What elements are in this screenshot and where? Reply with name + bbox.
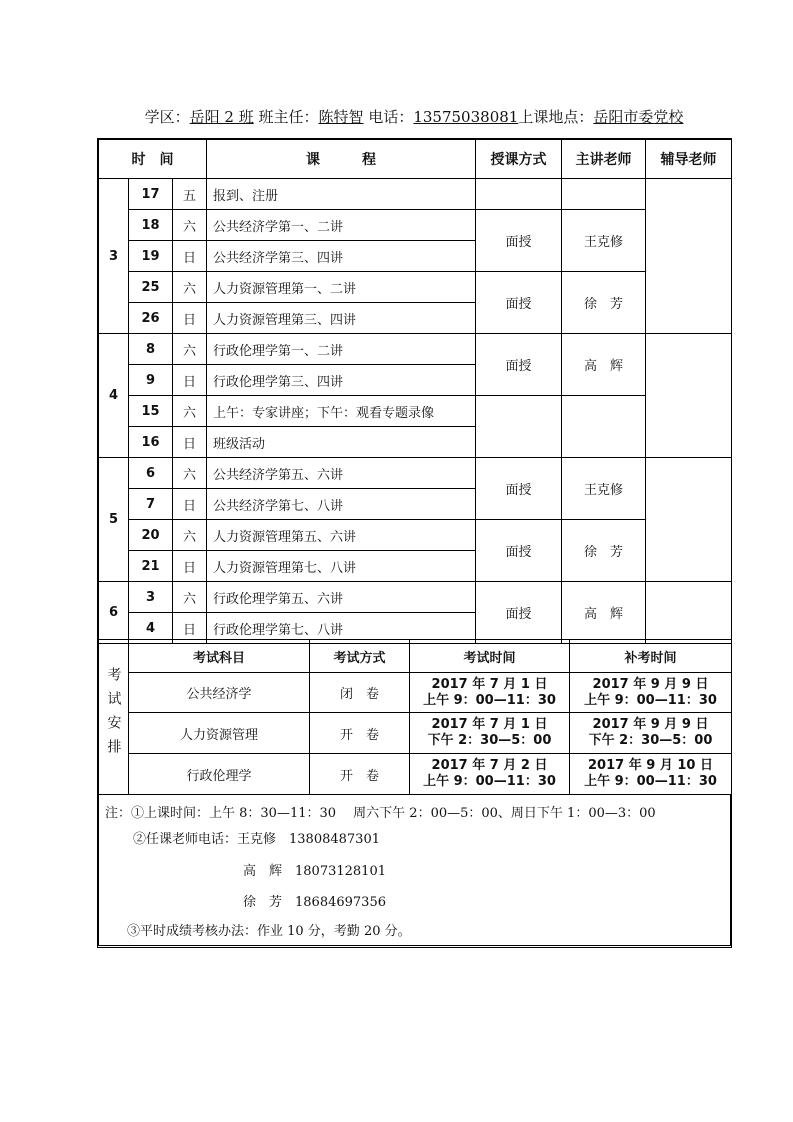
weekday-cell: 六 xyxy=(173,582,207,613)
method-cell: 面授 xyxy=(476,272,562,334)
course-cell: 公共经济学第一、二讲 xyxy=(207,210,476,241)
exam-hours: 下午 2：30—5：00 xyxy=(427,733,552,748)
exam-subject-cell: 人力资源管理 xyxy=(129,713,310,754)
lecturer-cell: 高 辉 xyxy=(562,582,646,644)
lecturer-header: 主讲老师 xyxy=(562,140,646,179)
table-row xyxy=(99,673,732,713)
tutor-cell xyxy=(646,334,732,458)
note-grading: ③平时成绩考核办法：作业 10 分，考勤 20 分。 xyxy=(127,924,411,939)
weekday-cell: 六 xyxy=(173,520,207,551)
day-cell: 25 xyxy=(129,272,173,303)
day-cell: 9 xyxy=(129,365,173,396)
day-cell: 7 xyxy=(129,489,173,520)
notes-section xyxy=(98,794,731,946)
district-label: 学区： xyxy=(144,108,190,126)
month-cell: 4 xyxy=(99,334,129,458)
course-cell: 人力资源管理第七、八讲 xyxy=(207,551,476,582)
exam-subject-header: 考试科目 xyxy=(129,640,310,673)
course-cell: 公共经济学第七、八讲 xyxy=(207,489,476,520)
teacher-label: 班主任： xyxy=(258,108,319,126)
course-cell: 公共经济学第五、六讲 xyxy=(207,458,476,489)
method-header: 授课方式 xyxy=(476,140,562,179)
day-cell: 4 xyxy=(129,613,173,644)
day-cell: 8 xyxy=(129,334,173,365)
exam-date: 2017 年 7 月 1 日 xyxy=(431,717,548,732)
phone-label: 电话： xyxy=(368,108,414,126)
weekday-cell: 六 xyxy=(173,272,207,303)
weekday-cell: 日 xyxy=(173,241,207,272)
month-cell: 3 xyxy=(99,179,129,334)
table-row xyxy=(99,520,732,551)
exam-subject-cell: 行政伦理学 xyxy=(129,754,310,795)
course-header: 课 程 xyxy=(207,140,476,179)
method-cell: 面授 xyxy=(476,334,562,396)
teacher-value: 陈特智 xyxy=(318,108,364,126)
course-cell: 人力资源管理第五、六讲 xyxy=(207,520,476,551)
exam-date: 2017 年 7 月 1 日 xyxy=(431,676,548,692)
lecturer-cell: 徐 芳 xyxy=(562,272,646,334)
lecturer-cell xyxy=(562,396,646,458)
schedule-header-row xyxy=(99,140,732,179)
weekday-cell: 日 xyxy=(173,427,207,458)
note-class-time: 注：①上课时间：上午 8：30—11：30 周六下午 2：00—5：00、周日下午 1：00—3：00 xyxy=(105,806,656,821)
lecturer-cell: 高 辉 xyxy=(562,334,646,396)
location-value: 岳阳市委党校 xyxy=(593,108,684,126)
method-cell: 面授 xyxy=(476,210,562,272)
course-cell: 行政伦理学第五、六讲 xyxy=(207,582,476,613)
exam-hours: 上午 9：00—11：30 xyxy=(423,774,556,789)
exam-date: 2017 年 7 月 2 日 xyxy=(431,758,548,773)
exam-side-label: 考试安排 xyxy=(105,667,122,763)
class-info-header xyxy=(98,106,730,127)
day-cell: 18 xyxy=(129,210,173,241)
exam-time-cell xyxy=(410,713,570,754)
makeup-time-cell xyxy=(570,754,732,795)
day-cell: 6 xyxy=(129,458,173,489)
day-cell: 16 xyxy=(129,427,173,458)
exam-format-cell: 闭 卷 xyxy=(310,673,410,713)
method-cell xyxy=(476,179,562,210)
weekday-cell: 五 xyxy=(173,179,207,210)
location-label: 上课地点： xyxy=(518,108,594,126)
tutor-cell xyxy=(646,582,732,644)
weekday-cell: 日 xyxy=(173,613,207,644)
lecturer-cell: 徐 芳 xyxy=(562,520,646,582)
course-cell: 班级活动 xyxy=(207,427,476,458)
makeup-hours: 上午 9：00—11：30 xyxy=(584,774,717,789)
course-cell: 行政伦理学第三、四讲 xyxy=(207,365,476,396)
makeup-hours: 上午 9：00—11：30 xyxy=(584,692,717,708)
weekday-cell: 日 xyxy=(173,365,207,396)
makeup-date: 2017 年 9 月 9 日 xyxy=(592,717,709,732)
day-cell: 15 xyxy=(129,396,173,427)
exam-subject-cell: 公共经济学 xyxy=(129,673,310,713)
exam-side-label-cell xyxy=(99,640,129,795)
makeup-time-cell xyxy=(570,713,732,754)
weekday-cell: 日 xyxy=(173,551,207,582)
lecturer-cell: 王克修 xyxy=(562,210,646,272)
lecturer-cell xyxy=(562,179,646,210)
day-cell: 3 xyxy=(129,582,173,613)
course-cell: 行政伦理学第七、八讲 xyxy=(207,613,476,644)
table-row xyxy=(99,210,732,241)
weekday-cell: 六 xyxy=(173,458,207,489)
month-cell: 6 xyxy=(99,582,129,644)
makeup-date: 2017 年 9 月 9 日 xyxy=(592,676,709,692)
weekday-cell: 六 xyxy=(173,334,207,365)
table-row xyxy=(99,713,732,754)
weekday-cell: 六 xyxy=(173,396,207,427)
month-cell: 5 xyxy=(99,458,129,582)
table-row xyxy=(99,582,732,613)
method-cell xyxy=(476,396,562,458)
note-teacher-phone-2: 高 辉 18073128101 xyxy=(243,864,386,879)
table-row xyxy=(99,458,732,489)
table-row xyxy=(99,334,732,365)
course-cell: 人力资源管理第一、二讲 xyxy=(207,272,476,303)
course-cell: 公共经济学第三、四讲 xyxy=(207,241,476,272)
weekday-cell: 日 xyxy=(173,489,207,520)
exam-table xyxy=(98,639,732,795)
tutor-cell xyxy=(646,458,732,582)
makeup-time-cell xyxy=(570,673,732,713)
tutor-header: 辅导老师 xyxy=(646,140,732,179)
course-cell: 人力资源管理第三、四讲 xyxy=(207,303,476,334)
exam-format-cell: 开 卷 xyxy=(310,754,410,795)
schedule-table xyxy=(98,139,732,644)
weekday-cell: 日 xyxy=(173,303,207,334)
makeup-date: 2017 年 9 月 10 日 xyxy=(588,758,713,773)
day-cell: 17 xyxy=(129,179,173,210)
table-row xyxy=(99,272,732,303)
table-row xyxy=(99,754,732,795)
lecturer-cell: 王克修 xyxy=(562,458,646,520)
note-teacher-phone: ②任课老师电话：王克修 13808487301 xyxy=(133,832,380,847)
weekday-cell: 六 xyxy=(173,210,207,241)
tutor-cell xyxy=(646,179,732,334)
exam-time-cell xyxy=(410,673,570,713)
day-cell: 20 xyxy=(129,520,173,551)
makeup-hours: 下午 2：30—5：00 xyxy=(588,733,713,748)
exam-time-cell xyxy=(410,754,570,795)
method-cell: 面授 xyxy=(476,582,562,644)
time-header: 时 间 xyxy=(99,140,207,179)
day-cell: 21 xyxy=(129,551,173,582)
exam-format-cell: 开 卷 xyxy=(310,713,410,754)
table-row xyxy=(99,396,732,427)
exam-header-row xyxy=(99,640,732,673)
method-cell: 面授 xyxy=(476,458,562,520)
day-cell: 19 xyxy=(129,241,173,272)
phone-value: 13575038081 xyxy=(413,108,519,126)
exam-makeup-header: 补考时间 xyxy=(570,640,732,673)
district-value: 岳阳 2 班 xyxy=(189,108,254,126)
exam-hours: 上午 9：00—11：30 xyxy=(423,692,556,708)
method-cell: 面授 xyxy=(476,520,562,582)
exam-format-header: 考试方式 xyxy=(310,640,410,673)
course-cell: 报到、注册 xyxy=(207,179,476,210)
exam-time-header: 考试时间 xyxy=(410,640,570,673)
course-cell: 行政伦理学第一、二讲 xyxy=(207,334,476,365)
table-row xyxy=(99,179,732,210)
day-cell: 26 xyxy=(129,303,173,334)
note-teacher-phone-3: 徐 芳 18684697356 xyxy=(243,895,386,910)
course-cell: 上午：专家讲座；下午：观看专题录像 xyxy=(207,396,476,427)
